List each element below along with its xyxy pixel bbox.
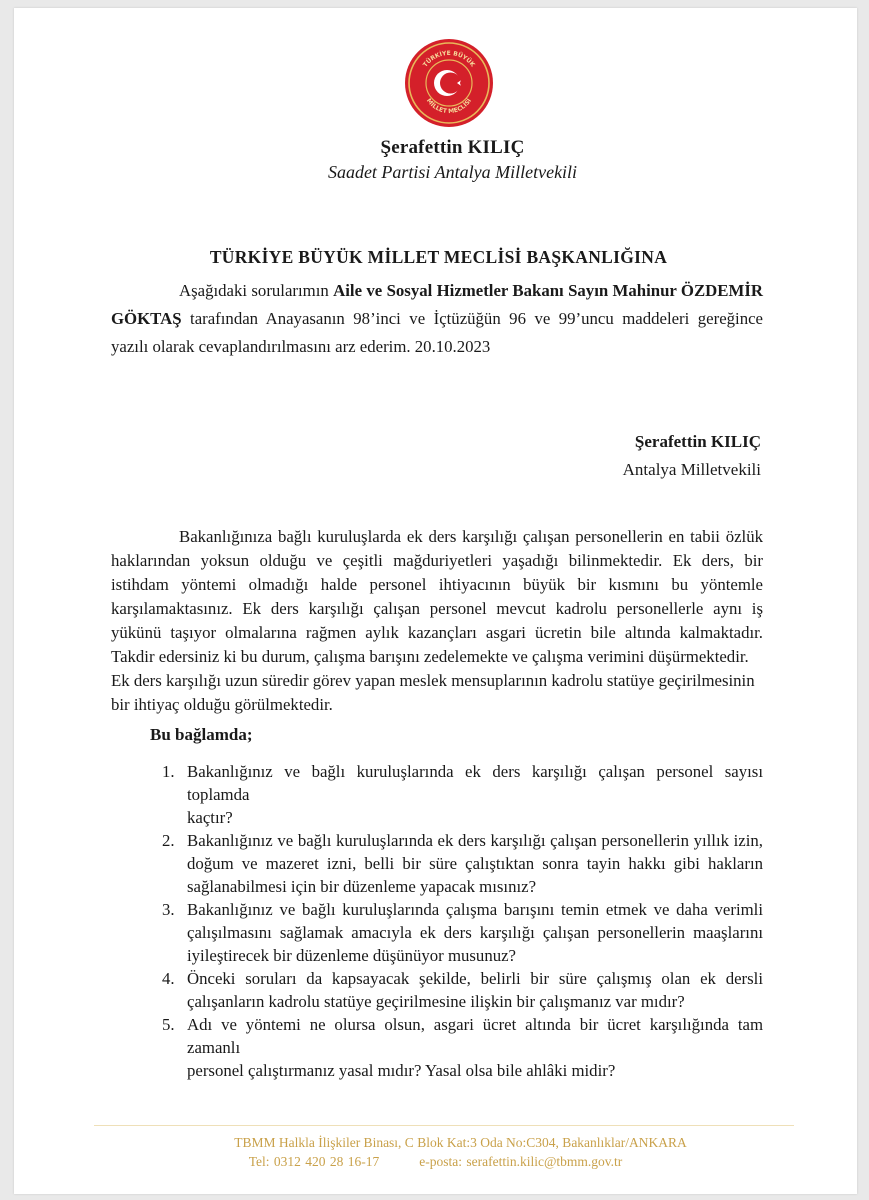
question-line: çalışılmasını sağlamak amacıyla ek ders karşılığı çalışan personellerin maaşlarını [187, 923, 763, 942]
body-line: haklarından yoksun olduğu ve çeşitli mağduriyetleri yaşadığı bilinmektedir. Ek ders, bir [111, 551, 763, 570]
question-line: Bakanlığınız ve bağlı kuruluşlarında ek ders karşılığı çalışan personellerin yıllık izin, [187, 831, 763, 850]
question-line: Bakanlığınız ve bağlı kuruluşlarında ek ders karşılığı çalışan personel sayısı toplamda [187, 762, 763, 804]
intro-text: tarafından Anayasanın 98’inci ve İçtüzüğün 96 ve 99’uncu maddeleri gereğince [181, 309, 763, 328]
question-line: çalışanların kadrolu statüye geçirilmesine ilişkin bir çalışmanız var mıdır? [187, 992, 685, 1011]
question-line: personel çalıştırmanız yasal mıdır? Yasal olsa bile ahlâki midir? [187, 1061, 616, 1080]
document-page [14, 8, 857, 1194]
intro-text: Aşağıdaki sorularımın [179, 281, 334, 300]
minister-surname: GÖKTAŞ [111, 309, 182, 328]
body-line: istihdam yöntemi olmadığı halde personel ihtiyacının büyük bir kısmını bu yöntemle [111, 575, 763, 594]
addressee-heading: TÜRKİYE BÜYÜK MİLLET MECLİSİ BAŞKANLIĞINA [209, 247, 668, 267]
signature-role: Antalya Milletvekili [622, 460, 761, 479]
tbmm-seal-logo [404, 38, 494, 128]
question-line: kaçtır? [187, 808, 233, 827]
questions-subheading: Bu bağlamda; [150, 725, 253, 744]
signature-name: Şerafettin KILIÇ [634, 432, 761, 451]
question-line: doğum ve mazeret izni, belli bir süre çalıştıktan sonra tayin hakkı gibi hakların [187, 854, 763, 873]
question-number: 3. [162, 900, 175, 919]
body-line: bir ihtiyaç olduğu görülmektedir. [111, 695, 333, 714]
question-item [150, 898, 763, 967]
questions-list [150, 760, 763, 1082]
intro-line-2 [111, 305, 763, 333]
body-line: Ek ders karşılığı uzun süredir görev yapan meslek mensuplarının kadrolu statüye geçirilmesinin [111, 671, 755, 690]
svg-text:TÜRKİYE BÜYÜK: TÜRKİYE BÜYÜK [421, 49, 477, 69]
intro-line-1 [111, 277, 763, 305]
svg-text:MİLLET MECLİSİ: MİLLET MECLİSİ [424, 97, 474, 116]
question-number: 2. [162, 831, 175, 850]
question-item [150, 760, 763, 829]
footer-divider [94, 1125, 794, 1126]
body-line: yükünü taşıyor olmalarına rağmen aylık kazançları asgari ücretin bile altında kalmaktadır. [111, 623, 763, 642]
question-line: iyileştirecek bir düzenleme düşünüyor musunuz? [187, 946, 517, 965]
header-deputy-name: Şerafettin KILIÇ [380, 137, 525, 158]
footer-phone: Tel: 0312 420 28 16-17 [248, 1154, 380, 1169]
question-line: Adı ve yöntemi ne olursa olsun, asgari ücret altında bir ücret karşılığında tam zamanlı [187, 1015, 763, 1057]
question-number: 1. [162, 762, 175, 781]
body-line: Bakanlığınıza bağlı kuruluşlarda ek ders karşılığı çalışan personellerin en tabii özlük [179, 527, 763, 546]
intro-paragraph [111, 277, 763, 361]
body-line: karşılamaktasınız. Ek ders karşılığı çalışan personel mevcut kadrolu personellerle aynı iş [111, 599, 763, 618]
question-number: 5. [162, 1015, 175, 1034]
question-line: sağlanabilmesi için bir düzenleme yapacak mısınız? [187, 877, 537, 896]
question-item [150, 829, 763, 898]
question-item [150, 967, 763, 1013]
question-item [150, 1013, 763, 1082]
question-line: Önceki soruları da kapsayacak şekilde, belirli bir süre çalışmış olan ek dersli [187, 969, 763, 988]
body-paragraph [111, 525, 763, 717]
minister-name: Aile ve Sosyal Hizmetler Bakanı Sayın Mahinur ÖZDEMİR [333, 281, 763, 300]
question-number: 4. [162, 969, 175, 988]
footer-contact [14, 1154, 857, 1170]
header-deputy-role: Saadet Partisi Antalya Milletvekili [327, 162, 578, 182]
question-line: Bakanlığınız ve bağlı kuruluşlarında çalışma barışını temin etmek ve daha verimli [187, 900, 763, 919]
intro-line-3: yazılı olarak cevaplandırılmasını arz ederim. 20.10.2023 [111, 337, 491, 356]
footer-address: TBMM Halkla İlişkiler Binası, C Blok Kat:3 Oda No:C304, Bakanlıklar/ANKARA [234, 1135, 687, 1150]
footer-email[interactable]: e-posta: serafettin.kilic@tbmm.gov.tr [419, 1154, 623, 1169]
body-line: Takdir edersiniz ki bu durum, çalışma barışını zedelemekte ve çalışma verimini düşürmektedir. [111, 647, 749, 666]
